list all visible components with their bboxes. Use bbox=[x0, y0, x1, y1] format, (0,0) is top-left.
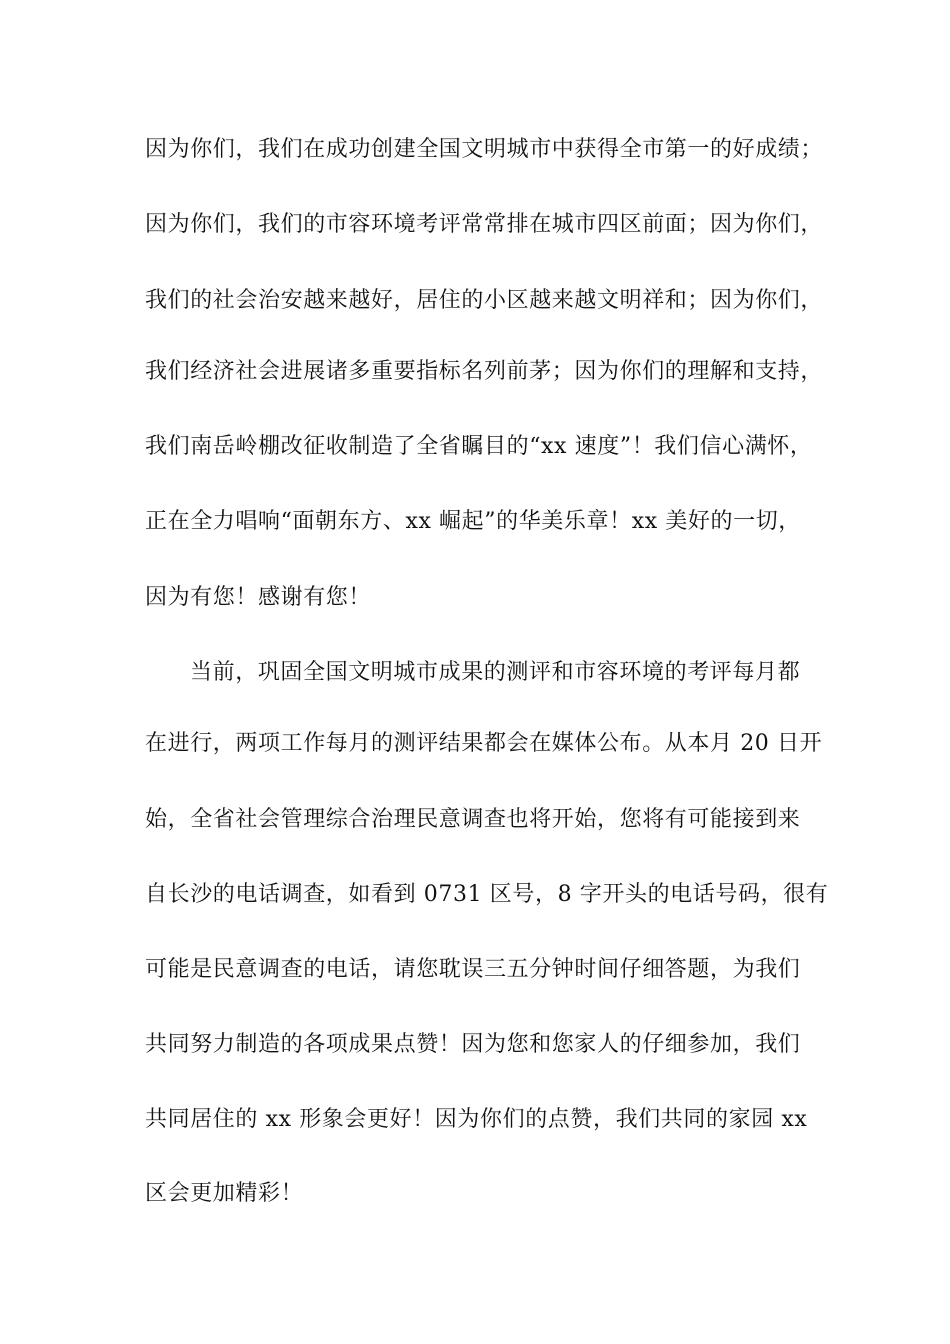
paragraph-2-line-4: 自长沙的电话调查，如看到 0731 区号，8 字开头的电话号码，很有 bbox=[145, 882, 829, 907]
paragraph-2-line-3: 始，全省社会管理综合治理民意调查也将开始，您将有可能接到来 bbox=[145, 807, 801, 832]
paragraph-1-line-5: 我们南岳岭棚改征收制造了全省瞩目的“xx 速度”！我们信心满怀， bbox=[145, 434, 813, 459]
paragraph-1-line-3: 我们的社会治安越来越好，居住的小区越来越文明祥和；因为你们， bbox=[145, 288, 824, 313]
paragraph-2-line-7: 共同居住的 xx 形象会更好！因为你们的点赞，我们共同的家园 xx bbox=[145, 1107, 808, 1132]
paragraph-1-line-2: 因为你们，我们的市容环境考评常常排在城市四区前面；因为你们， bbox=[145, 212, 824, 237]
paragraph-2-line-5: 可能是民意调查的电话，请您耽误三五分钟时间仔细答题，为我们 bbox=[145, 957, 801, 982]
paragraph-2-line-1: 当前，巩固全国文明城市成果的测评和市容环境的考评每月都 bbox=[190, 660, 801, 685]
paragraph-2-line-6: 共同努力制造的各项成果点赞！因为您和您家人的仔细参加，我们 bbox=[145, 1032, 801, 1057]
paragraph-1-line-6: 正在全力唱响“面朝东方、xx 崛起”的华美乐章！xx 美好的一切， bbox=[145, 509, 801, 534]
paragraph-1-line-4: 我们经济社会进展诸多重要指标名列前茅；因为你们的理解和支持， bbox=[145, 359, 824, 384]
paragraph-1-line-7: 因为有您！感谢有您！ bbox=[145, 585, 372, 610]
paragraph-2-line-8: 区会更加精彩！ bbox=[145, 1181, 304, 1206]
paragraph-1-line-1: 因为你们，我们在成功创建全国文明城市中获得全市第一的好成绩； bbox=[145, 137, 824, 162]
paragraph-2-line-2: 在进行，两项工作每月的测评结果都会在媒体公布。从本月 20 日开 bbox=[145, 731, 823, 756]
